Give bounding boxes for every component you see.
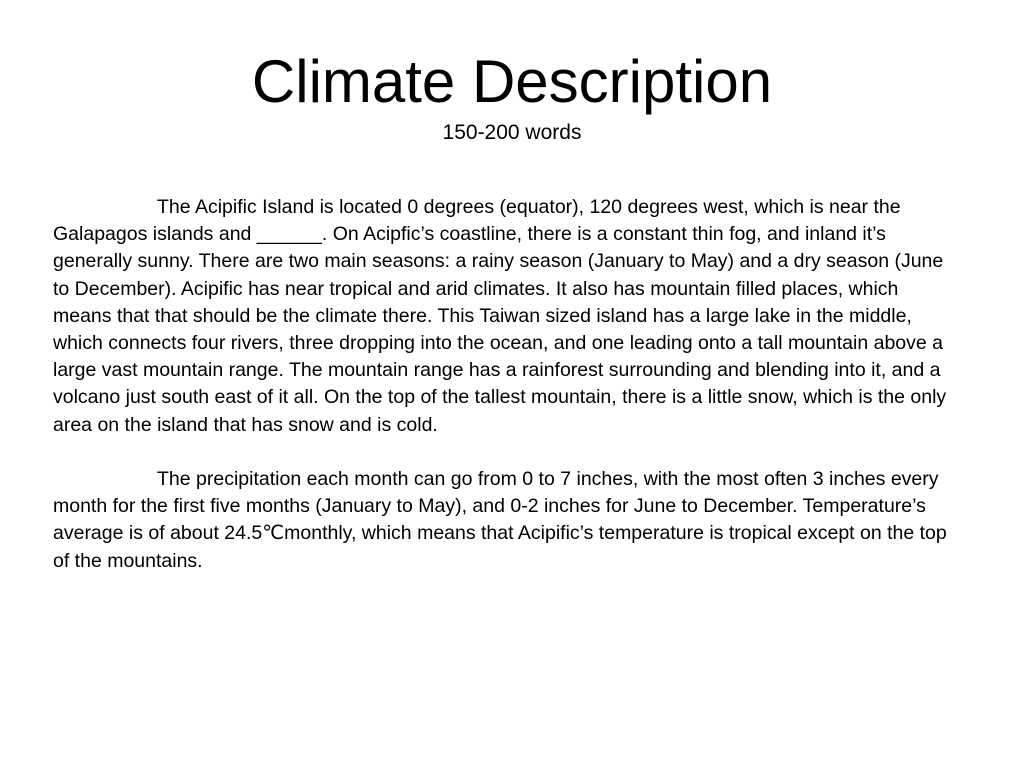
paragraph-precipitation: The precipitation each month can go from 0 to 7 inches, with the most often 3 inches every month for the first five months (January to May), and 0-2 inches for June to December. Temperature’s average is of about 24.5℃monthly, which means that Acipific’s temperature is tropical except on the top of the mountains. — [53, 468, 947, 572]
paragraph-spacer — [53, 439, 948, 466]
paragraph-geography: The Acipific Island is located 0 degrees (equator), 120 degrees west, which is near the Galapagos islands and ______. On Acipfic’s coastline, there is a constant thin fog, and inland it’s generally sunny. There are two main seasons: a rainy season (January to May) and a dry season (June to December). Acipific has near tropical and arid climates. It also has mountain filled places, which means that that should be the climate there. This Taiwan sized island has a large lake in the middle, which connects four rivers, three dropping into the ocean, and one leading onto a tall mountain above a large vast mountain range. The mountain range has a rainforest surrounding and blending into it, and a volcano just south east of it all. On the top of the tallest mountain, there is a little snow, which is the only area on the island that has snow and is cold. — [53, 196, 947, 436]
slide-subtitle: 150-200 words — [442, 121, 582, 144]
slide-title: Climate Description — [251, 48, 773, 115]
body-text — [53, 194, 948, 575]
